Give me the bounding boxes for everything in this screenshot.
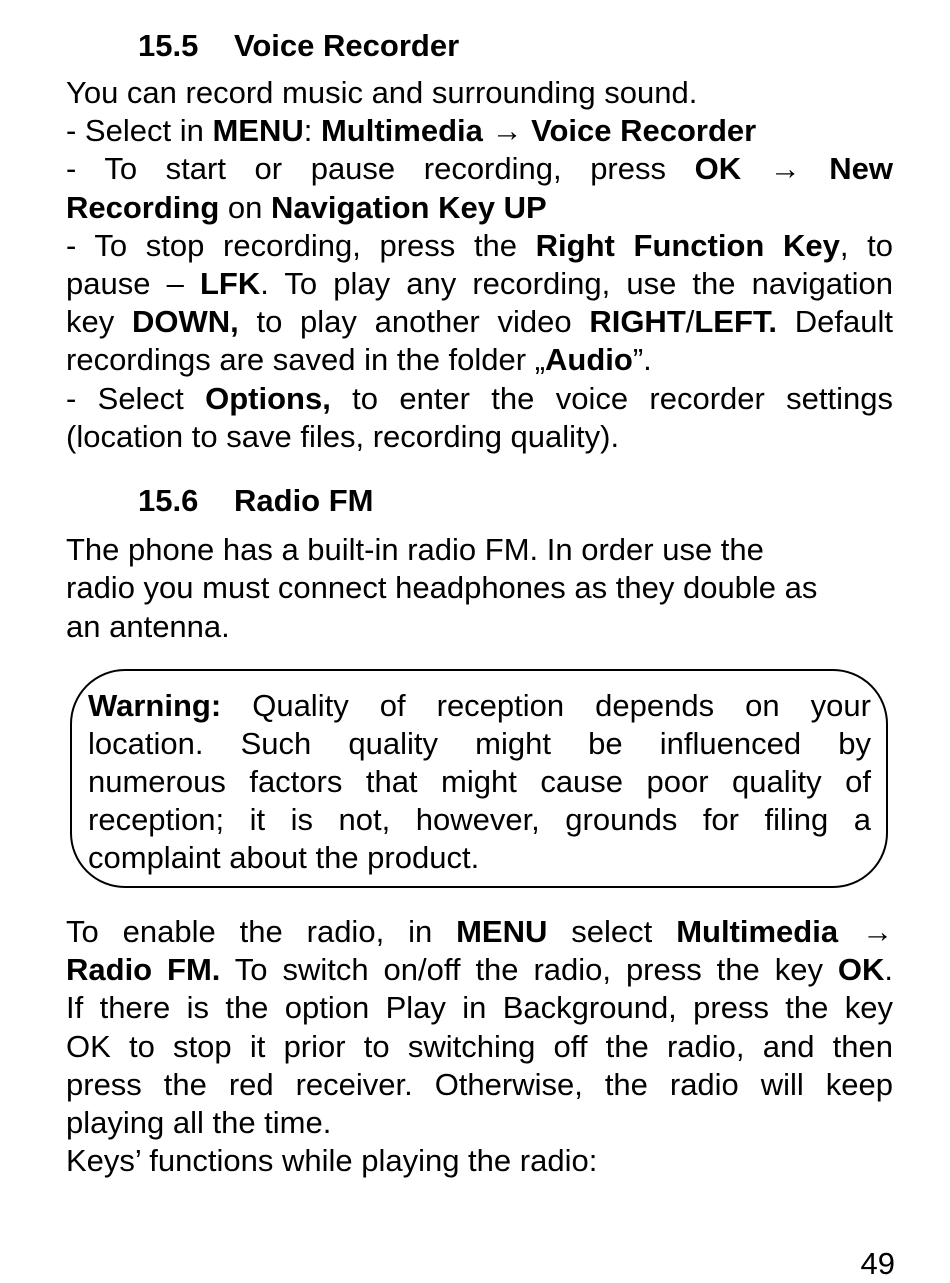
paragraph-line: playing all the time. [66,1105,332,1140]
paragraph-line: You can record music and surrounding sound. [66,75,698,110]
paragraph-line: To enable the radio, in MENU select Multimedia → [66,914,893,949]
paragraph-line: an antenna. [66,609,230,644]
section-number: 15.5 [138,28,199,63]
warning-line: Warning: Quality of reception depends on your [88,688,871,723]
warning-line: numerous factors that might cause poor quality of [88,764,871,799]
paragraph-line: key DOWN, to play another video RIGHT/LEFT. Default [66,304,893,339]
paragraph-line: recordings are saved in the folder „Audio”. [66,342,652,377]
section-title: Radio FM [234,483,374,518]
paragraph-line: Recording on Navigation Key UP [66,190,547,225]
paragraph-line: Radio FM. To switch on/off the radio, press the key OK. [66,952,893,987]
paragraph-line: The phone has a built-in radio FM. In order use the [66,532,764,567]
paragraph-line: pause – LFK. To play any recording, use the navigation [66,266,893,301]
paragraph-line: radio you must connect headphones as they double as [66,570,818,605]
paragraph-line: - Select Options, to enter the voice recorder settings [66,381,893,416]
section-title: Voice Recorder [234,28,460,63]
paragraph-line: If there is the option Play in Background, press the key [66,990,893,1025]
warning-line: location. Such quality might be influenced by [88,726,871,761]
paragraph-line: Keys’ functions while playing the radio: [66,1143,598,1178]
paragraph-line: - To stop recording, press the Right Function Key, to [66,228,893,263]
warning-line: complaint about the product. [88,840,480,875]
warning-label: Warning: [88,688,222,723]
warning-line: reception; it is not, however, grounds for filing a [88,802,871,837]
paragraph-line: - To start or pause recording, press OK → New [66,151,894,186]
paragraph-line: press the red receiver. Otherwise, the radio will keep [66,1067,893,1102]
paragraph-line: - Select in MENU: Multimedia → Voice Recorder [66,113,757,148]
paragraph-line: OK to stop it prior to switching off the radio, and then [66,1029,893,1064]
section-number: 15.6 [138,483,199,518]
page-number: 49 [860,1246,895,1281]
paragraph-line: (location to save files, recording quality). [66,419,620,454]
